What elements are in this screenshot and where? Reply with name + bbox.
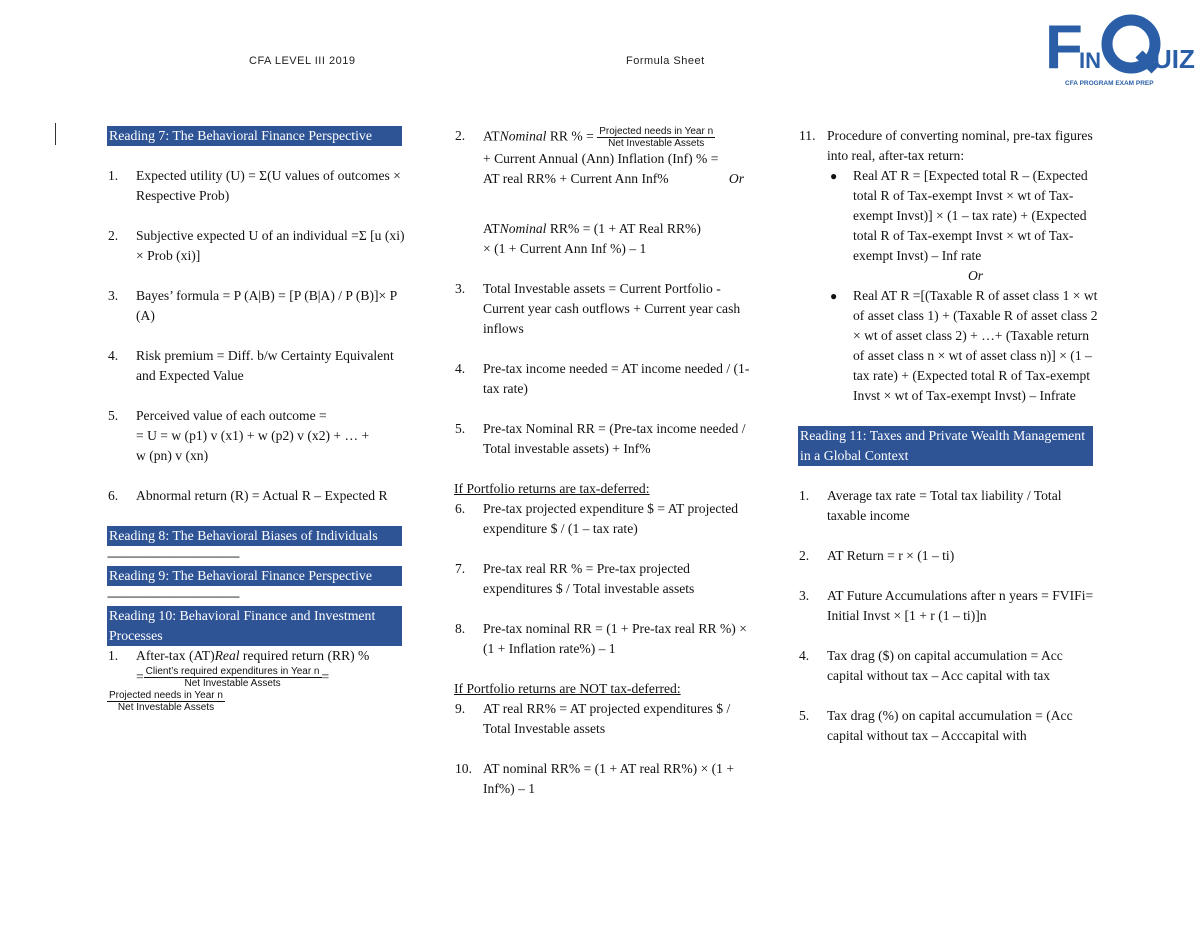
reading-10-heading: Reading 10: Behavioral Finance and Investment Processes: [107, 606, 402, 646]
finquiz-logo-mark: [1045, 10, 1195, 78]
list-item: 4. Risk premium = Diff. b/w Certainty Equivalent and Expected Value: [108, 348, 394, 383]
section-subheading: If Portfolio returns are NOT tax-deferred:: [454, 681, 681, 696]
list-item: 5. Pre-tax Nominal RR = (Pre-tax income needed / Total investable assets) + Inf%: [455, 421, 746, 456]
divider: --------------------------------------------: [107, 549, 239, 563]
list-item: 2. ATNominal RR % = $\frac{\text{Projected needs in Year n}}{\text{Net Investable Assets}}$ + Current Annual (Ann) Inflation (Inf) % = AT real RR% + Current Ann Inf% Or ATNominal RR% = (1 + AT Real RR%) × (1 + Current Ann Inf %) – 1: [455, 126, 744, 256]
list-item: 9. AT real RR% = AT projected expenditures $ / Total Investable assets: [455, 701, 731, 736]
section-subheading: If Portfolio returns are tax-deferred:: [454, 481, 650, 496]
fraction: $\frac{\text{Projected needs in Year n}}{\text{Net Investable Assets}}$: [109, 689, 223, 713]
bullet-icon: ●: [830, 289, 838, 303]
list-item: 1. Average tax rate = Total tax liability / Total taxable income: [799, 488, 1062, 523]
svg-text:IN: IN: [1079, 48, 1101, 73]
finquiz-logo: [1045, 10, 1195, 92]
list-item: 11. Procedure of converting nominal, pre-tax figures into real, after-tax return:: [799, 128, 1093, 163]
list-item: 2. Subjective expected U of an individual =Σ [u (xi) × Prob (xi)]: [108, 228, 405, 263]
reading-11-heading: Reading 11: Taxes and Private Wealth Management in a Global Context: [798, 426, 1093, 466]
fraction: $\frac{\text{Projected needs in Year n}}{\text{Net Investable Assets}}$: [599, 126, 714, 149]
list-item: 7. Pre-tax real RR % = Pre-tax projected expenditures $ / Total investable assets: [455, 561, 695, 596]
reading-7-heading: Reading 7: The Behavioral Finance Perspective: [107, 126, 402, 146]
column-2: [454, 126, 754, 799]
header-title: CFA LEVEL III 2019: [249, 55, 356, 67]
column-3: 11. Procedure of converting nominal, pre-tax figures into real, after-tax return: ● Real AT R = [Expected total R – (Expected total R of Tax-exempt Invst × wt of Tax-exempt Invst)] × (1 – tax rate) + (Expected total R of Tax-exempt Invst × wt of Tax-exempt Invst) – Inf rate Or ● Real AT R =[(Taxable R of asset class 1 × wt of asset class 1) + (Taxable R of asset class 2 × wt of asset class 2) + …+ (Taxable return of asset class n × wt of asset class n)] × (1 – tax rate) + (Expected total R of Tax-exempt Invst × wt of Tax-exempt Invst) – Infrate Reading 11: Taxes and Private Wealth Management in a Global Context 1. Average tax rate = Total tax liability / Total taxable income 2. AT Return = r × (1 – ti) 3. AT Future Accumulations after n years = FVIFi= Initial Invst × [1 + r (1 – ti)]n 4. Tax drag ($) on capital accumulation = Acc capital without tax – Acc capital with tax 5. Tax drag (%) on capital accumulation = (Acc capital without tax – Acccapital with: [798, 126, 1098, 746]
logo-tagline: CFA PROGRAM EXAM PREP: [1065, 80, 1154, 87]
list-item: 5. Perceived value of each outcome = = U = w (p1) v (x1) + w (p2) v (x2) + … + w (pn) v (xn): [108, 408, 370, 463]
list-item: 6. Pre-tax projected expenditure $ = AT projected expenditure $ / (1 – tax rate): [455, 501, 739, 536]
list-item: 4. Pre-tax income needed = AT income needed / (1-tax rate): [455, 361, 750, 396]
list-item: 3. Total Investable assets = Current Portfolio -Current year cash outflows + Current year cash inflows: [455, 281, 741, 336]
list-item: 5. Tax drag (%) on capital accumulation = (Acc capital without tax – Acccapital with: [799, 708, 1073, 743]
list-item: 3. Bayes’ formula = P (A|B) = [P (B|A) / P (B)]× P (A): [108, 288, 397, 323]
fraction: $\frac{\text{Client’s required expenditures in Year n}}{\text{Net Investable Assets}}$: [145, 666, 320, 690]
list-item: 6. Abnormal return (R) = Actual R – Expected R: [108, 488, 388, 503]
list-item: 8. Pre-tax nominal RR = (1 + Pre-tax real RR %) × (1 + Inflation rate%) – 1: [455, 621, 747, 656]
list-item: 1. Expected utility (U) = Σ(U values of outcomes × Respective Prob): [108, 168, 401, 203]
list-item: 3. AT Future Accumulations after n years = FVIFi= Initial Invst × [1 + r (1 – ti)]n: [799, 588, 1094, 623]
header-subtitle: Formula Sheet: [626, 55, 705, 67]
divider: --------------------------------------------: [107, 589, 239, 603]
bullet-item: ● Real AT R =[(Taxable R of asset class 1 × wt of asset class 1) + (Taxable R of asset class 2 × wt of asset class 2) + …+ (Taxable return of asset class n × wt of asset class n)] × (1 – tax rate) + (Expected total R of Tax-exempt Invst × wt of Tax-exempt Invst) – Infrate: [830, 288, 1098, 403]
column-1: [107, 126, 407, 713]
svg-text:UIZ: UIZ: [1153, 44, 1195, 74]
list-item: 10. AT nominal RR% = (1 + AT real RR%) × (1 + Inf%) – 1: [455, 761, 735, 796]
text-cursor: [55, 123, 56, 145]
list-item: 4. Tax drag ($) on capital accumulation = Acc capital without tax – Acc capital with tax: [799, 648, 1063, 683]
svg-text:F: F: [1045, 13, 1083, 78]
list-item: 1. After-tax (AT)Real required return (RR) % = $\frac{\text{Client’s required expenditures in Year n}}{\text{Net Investable Assets}}$ = $\frac{\text{Projected needs in Year n}}{\text{Net Investable Assets}}$: [108, 648, 370, 713]
list-item: 2. AT Return = r × (1 – ti): [799, 548, 955, 563]
reading-9-heading: Reading 9: The Behavioral Finance Perspective: [107, 566, 402, 586]
reading-8-heading: Reading 8: The Behavioral Biases of Individuals: [107, 526, 402, 546]
bullet-icon: ●: [830, 169, 838, 183]
bullet-item: ● Real AT R = [Expected total R – (Expected total R of Tax-exempt Invst × wt of Tax-exempt Invst)] × (1 – tax rate) + (Expected total R of Tax-exempt Invst × wt of Tax-exempt Invst) – Inf rate: [830, 168, 1088, 263]
